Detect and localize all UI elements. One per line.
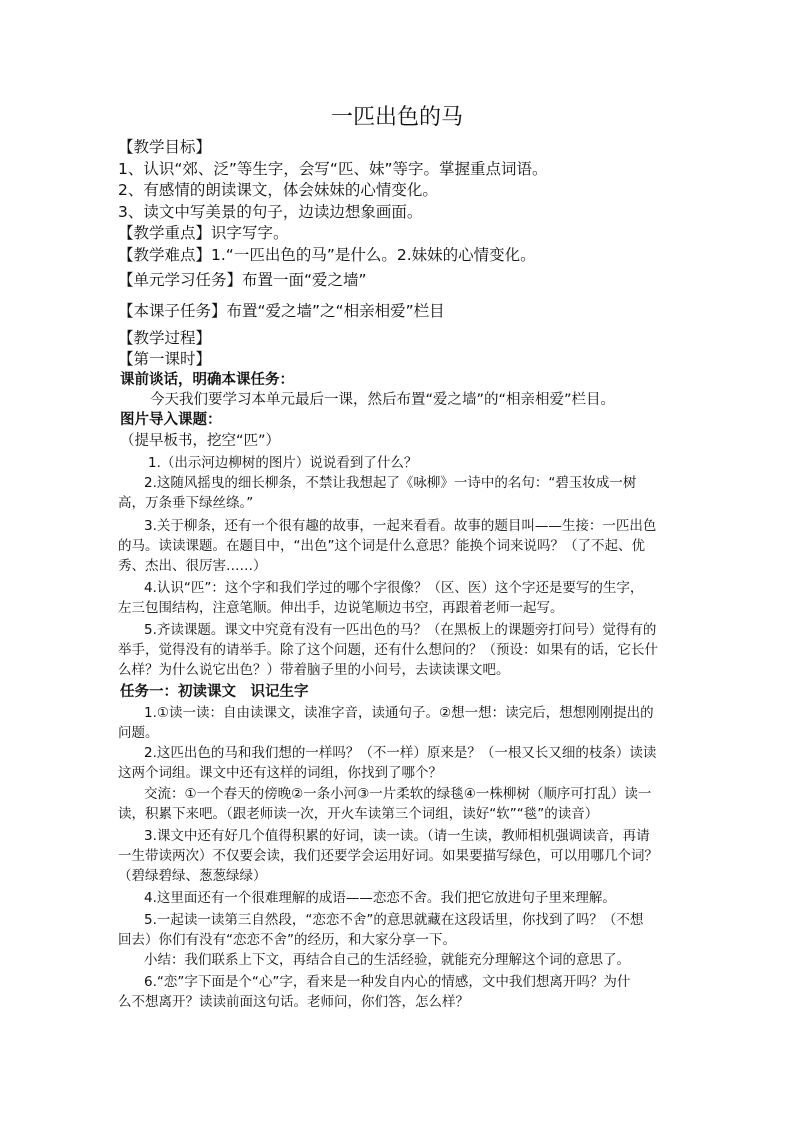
document-title: 一匹出色的马 [330, 105, 463, 130]
paragraph-line: 么样？为什么说它出色？）带着脑子里的小问号，去读读课文吧。 [118, 662, 510, 678]
goal-2: 2、有感情的朗读课文，体会妹妹的心情变化。 [118, 181, 438, 199]
paragraph-line: 这两个词组。课文中还有这样的词组，你找到了哪个？ [118, 765, 442, 781]
unit-task: 【单元学习任务】布置一面“爱之墙” [118, 271, 367, 289]
paragraph-line: 今天我们要学习本单元最后一课，然后布置“爱之墙”的“相亲相爱”栏目。 [150, 392, 616, 408]
paragraph-line: 小结：我们联系上下文，再结合自己的生活经验，就能充分理解这个词的意思了。 [144, 952, 630, 968]
paragraph-line: 2.这匹出色的马和我们想的一样吗？（不一样）原来是？（一根又长又细的枝条）读读 [144, 745, 657, 761]
paragraph-line: 高，万条垂下绿丝绦。” [118, 495, 254, 511]
paragraph-line: 1.（出示河边柳树的图片）说说看到了什么？ [148, 455, 418, 471]
paragraph-line: 举手，觉得没有的请举手。除了这个问题，还有什么想问的？（预设：如果有的话，它长什 [118, 642, 658, 658]
paragraph-line: （提早板书，挖空“匹”） [120, 433, 281, 449]
paragraph-line: 读，积累下来吧。（跟老师读一次，开火车读第三个词组，读好“软”“毯”的读音） [118, 806, 599, 822]
paragraph-line: 一生带读两次）不仅要会读，我们还要学会运用好词。如果要描写绿色，可以用哪几个词？ [118, 848, 658, 864]
paragraph-line: 的马。读读课题。在题目中，“出色”这个词是什么意思？能换个词来说吗？（了不起、优 [118, 538, 645, 554]
paragraph-line: 么不想离开？读读前面这句话。老师问，你们答，怎么样？ [118, 994, 469, 1010]
paragraph-line: 6.“恋”字下面是个“心”字，看来是一种发自内心的情感，文中我们想离开吗？为什 [144, 974, 631, 990]
goal-3: 3、读文中写美景的句子，边读边想象画面。 [118, 203, 423, 221]
heading-teaching-goals: 【教学目标】 [118, 138, 212, 156]
paragraph-line: 交流：①一个春天的傍晚②一条小河③一片柔软的绿毯④一株柳树（顺序可打乱）读一 [144, 786, 652, 802]
paragraph-line: （碧绿碧绿、葱葱绿绿） [118, 868, 267, 884]
paragraph-line: 左三包围结构，注意笔顺。伸出手，边说笔顺边书空，再跟着老师一起写。 [118, 600, 564, 616]
section-pre-class-talk: 课前谈话，明确本课任务： [120, 372, 294, 388]
section-task-one: 任务一：初读课文 识记生字 [120, 684, 309, 700]
goal-1: 1、认识“郊、泛”等生字，会写“匹、妹”等字。掌握重点词语。 [118, 160, 548, 178]
heading-teaching-process: 【教学过程】 [118, 329, 212, 347]
section-picture-intro: 图片导入课题： [120, 412, 222, 428]
paragraph-line: 4.认识“匹”：这个字和我们学过的哪个字很像？（区、医）这个字还是要写的生字， [144, 580, 644, 596]
teaching-focus: 【教学重点】识字写字。 [118, 224, 289, 242]
teaching-difficulty: 【教学难点】1.“一匹出色的马”是什么。2.妹妹的心情变化。 [118, 246, 536, 264]
paragraph-line: 3.课文中还有好几个值得积累的好词，读一读。（请一生读，教师相机强调读音，再请 [144, 828, 650, 844]
paragraph-line: 3.关于柳条，还有一个很有趣的故事，一起来看看。故事的题目叫——生接：一匹出色 [144, 518, 657, 534]
paragraph-line: 秀、杰出、很厉害……） [118, 558, 267, 574]
paragraph-line: 5.一起读一读第三自然段，“恋恋不舍”的意思就藏在这段话里，你找到了吗？（不想 [144, 912, 644, 928]
paragraph-line: 2.这随风摇曳的细长柳条，不禁让我想起了《咏柳》一诗中的名句：“碧玉妆成一树 [144, 475, 637, 491]
paragraph-line: 问题。 [118, 725, 159, 741]
paragraph-line: 5.齐读课题。课文中究竟有没有一匹出色的马？（在黑板上的课题旁打问号）觉得有的 [144, 622, 657, 638]
lesson-subtask: 【本课子任务】布置“爱之墙”之“相亲相爱”栏目 [118, 302, 445, 320]
paragraph-line: 4.这里面还有一个很难理解的成语——恋恋不舍。我们把它放进句子里来理解。 [144, 890, 616, 906]
heading-first-lesson: 【第一课时】 [118, 350, 212, 368]
paragraph-line: 回去）你们有没有“恋恋不舍”的经历，和大家分享一下。 [118, 932, 456, 948]
paragraph-line: 1.①读一读：自由读课文，读准字音，读通句子。②想一想：读完后，想想刚刚提出的 [144, 705, 654, 721]
